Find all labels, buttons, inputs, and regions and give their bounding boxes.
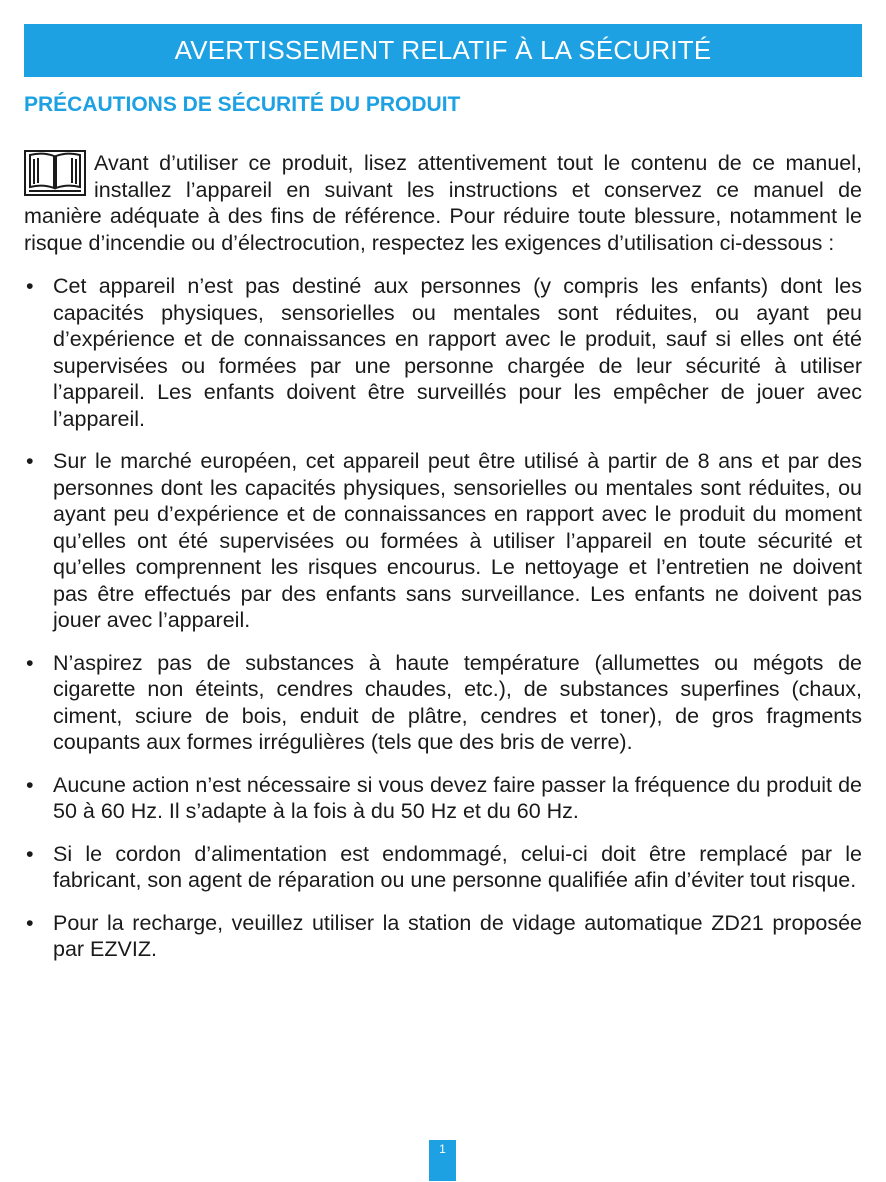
list-item <box>24 772 862 825</box>
list-item-text: Pour la recharge, veuillez utiliser la station de vidage automatique ZD21 proposée par EZVIZ. <box>53 910 862 961</box>
list-item <box>24 448 862 634</box>
list-item <box>24 910 862 963</box>
list-item-text: Si le cordon d’alimentation est endommagé, celui-ci doit être remplacé par le fabricant, son agent de réparation ou une personne qualifiée afin d’éviter tout risque. <box>53 841 862 892</box>
bullet-icon: • <box>26 910 34 935</box>
bullet-icon: • <box>26 772 34 797</box>
list-item <box>24 650 862 756</box>
header-banner <box>24 24 862 77</box>
list-item-text: Cet appareil n’est pas destiné aux personnes (y compris les enfants) dont les capacités physiques, sensorielles ou mentales sont réduites, ou ayant peu d’expérience et de connaissances en rapport avec le produit, sauf si elles ont été supervisées ou formées par une personne chargée de leur sécurité à utiliser l’appareil. Les enfants doivent être surveillés pour les empêcher de jouer avec l’appareil. <box>53 274 862 431</box>
bullet-icon: • <box>26 650 34 675</box>
bullet-icon: • <box>26 449 34 473</box>
safety-list <box>24 273 862 963</box>
list-item-text: Aucune action n’est nécessaire si vous devez faire passer la fréquence du produit de 50 à 60 Hz. Il s’adapte à la fois à du 50 Hz et du 60 Hz. <box>53 772 862 823</box>
list-item <box>24 841 862 894</box>
intro-text: Avant d’utiliser ce produit, lisez attentivement tout le contenu de ce manuel, installez l’appareil en suivant les instructions et conservez ce manuel de manière adéquate à des fins de référence. Pour réduire toute blessure, notamment le risque d’incendie ou d’électrocution, respectez les exigences d’utilisation ci-dessous : <box>24 151 862 255</box>
main-content <box>24 150 862 979</box>
intro-paragraph <box>24 150 862 256</box>
bullet-icon: • <box>26 841 34 866</box>
bullet-icon: • <box>26 274 34 298</box>
page-number: 1 <box>429 1140 456 1181</box>
list-item-text: N’aspirez pas de substances à haute température (allumettes ou mégots de cigarette non éteints, cendres chaudes, etc.), de substances superfines (chaux, ciment, sciure de bois, enduit de plâtre, cendres et toner), de gros fragments coupants aux formes irrégulières (tels que des bris de verre). <box>53 650 862 754</box>
section-title: PRÉCAUTIONS DE SÉCURITÉ DU PRODUIT <box>24 93 461 116</box>
list-item <box>24 273 862 432</box>
header-title: AVERTISSEMENT RELATIF À LA SÉCURITÉ <box>174 35 712 65</box>
list-item-text: Sur le marché européen, cet appareil peut être utilisé à partir de 8 ans et par des personnes dont les capacités physiques, sensorielles ou mentales sont réduites, ou ayant peu d’expérience et de connaissances en rapport avec le produit du moment qu’elles ont été supervisées ou formées à utiliser l’appareil en toute sécurité et qu’elles comprennent les risques encourus. Le nettoyage et l’entretien ne doivent pas être effectués par des enfants sans surveillance. Les enfants ne doivent pas jouer avec l’appareil. <box>53 449 862 632</box>
book-icon <box>24 150 86 196</box>
